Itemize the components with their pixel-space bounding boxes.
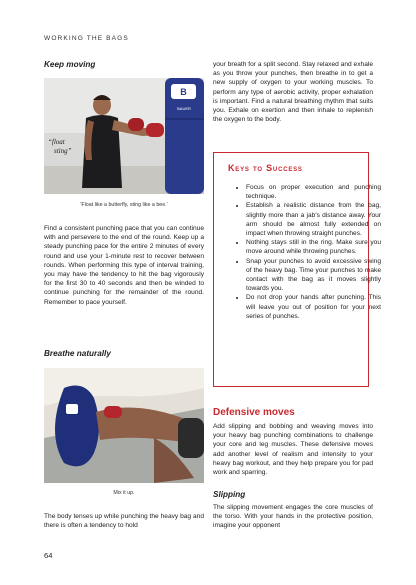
heading-breathe-naturally: Breathe naturally bbox=[44, 349, 111, 358]
para-body-tenses: The body tenses up while punching the heavy bag and there is often a tendency to hold bbox=[44, 513, 204, 530]
bag-close-up bbox=[55, 386, 99, 467]
mix-it-up-photo bbox=[44, 368, 204, 483]
key-item: • Snap your punches to avoid excessive swing of the heavy bag. Time your punches to make contact with the bag as it moves slightly towards you. bbox=[246, 257, 381, 294]
keys-to-success-box bbox=[213, 152, 381, 387]
para-slipping: The slipping movement engages the core muscles of the torso. With your hands in the protective position, imagine your opponent bbox=[213, 504, 373, 530]
svg-text:“float: “float bbox=[48, 138, 65, 146]
key-item: • Establish a realistic distance from the bag, slightly more than a jab's distance away. Your arm should be almost fully extended on impact when throwing straight punches. bbox=[246, 201, 381, 238]
svg-text:B: B bbox=[180, 87, 187, 97]
heading-slipping: Slipping bbox=[213, 490, 246, 499]
caption-mix: Mix it up. bbox=[113, 490, 135, 496]
heading-keep-moving: Keep moving bbox=[44, 60, 96, 69]
svg-text:sting”: sting” bbox=[54, 147, 72, 155]
heading-defensive-moves: Defensive moves bbox=[213, 407, 295, 418]
keys-box-title: Keys to Success bbox=[228, 163, 303, 173]
caption-float: 'Float like a butterfly, sting like a bee.' bbox=[80, 202, 168, 208]
para-pace: Find a consistent punching pace that you can continue with and persevere to the end of the round. Keep up a steady punching pace for the entire 2 minutes of every round and use your 1-minute rest to recover between rounds. When performing this type of interval training, you may have the tendency to hit the bag vigorously for the first 30 to 40 seconds and then be winded to continue punching for the remainder of the round. Remember to pace yourself. bbox=[44, 225, 204, 306]
heavy-bag bbox=[165, 78, 204, 194]
key-item: • Do not drop your hands after punching. This will leave you out of position for your next series of punches. bbox=[246, 293, 381, 321]
key-item: • Focus on proper execution and punching technique. bbox=[246, 183, 381, 201]
keys-list bbox=[224, 183, 381, 321]
boxer-photo bbox=[44, 78, 204, 194]
key-item: • Nothing stays still in the ring. Make sure you move around while throwing punches. bbox=[246, 238, 381, 256]
page-number: 64 bbox=[44, 551, 53, 560]
svg-text:BAUER: BAUER bbox=[177, 106, 191, 111]
para-breath: your breath for a split second. Stay relaxed and exhale as you throw your punches, then breathe in to get a new supply of oxygen to your working muscles. To perform any type of aerobic activity, proper exhalation is important. Find a natural breathing rhythm that suits you. Exhale on exertion and then inhale to replenish the oxygen to the body. bbox=[213, 61, 373, 124]
para-defensive: Add slipping and bobbing and weaving moves into your heavy bag punching combinations to challenge your core and leg muscles. These defensive moves add another level of realism and intensity to your heavy bag workout, and they help prepare you for pad work and sparring. bbox=[213, 423, 373, 477]
running-head: WORKING THE BAGS bbox=[44, 35, 129, 42]
